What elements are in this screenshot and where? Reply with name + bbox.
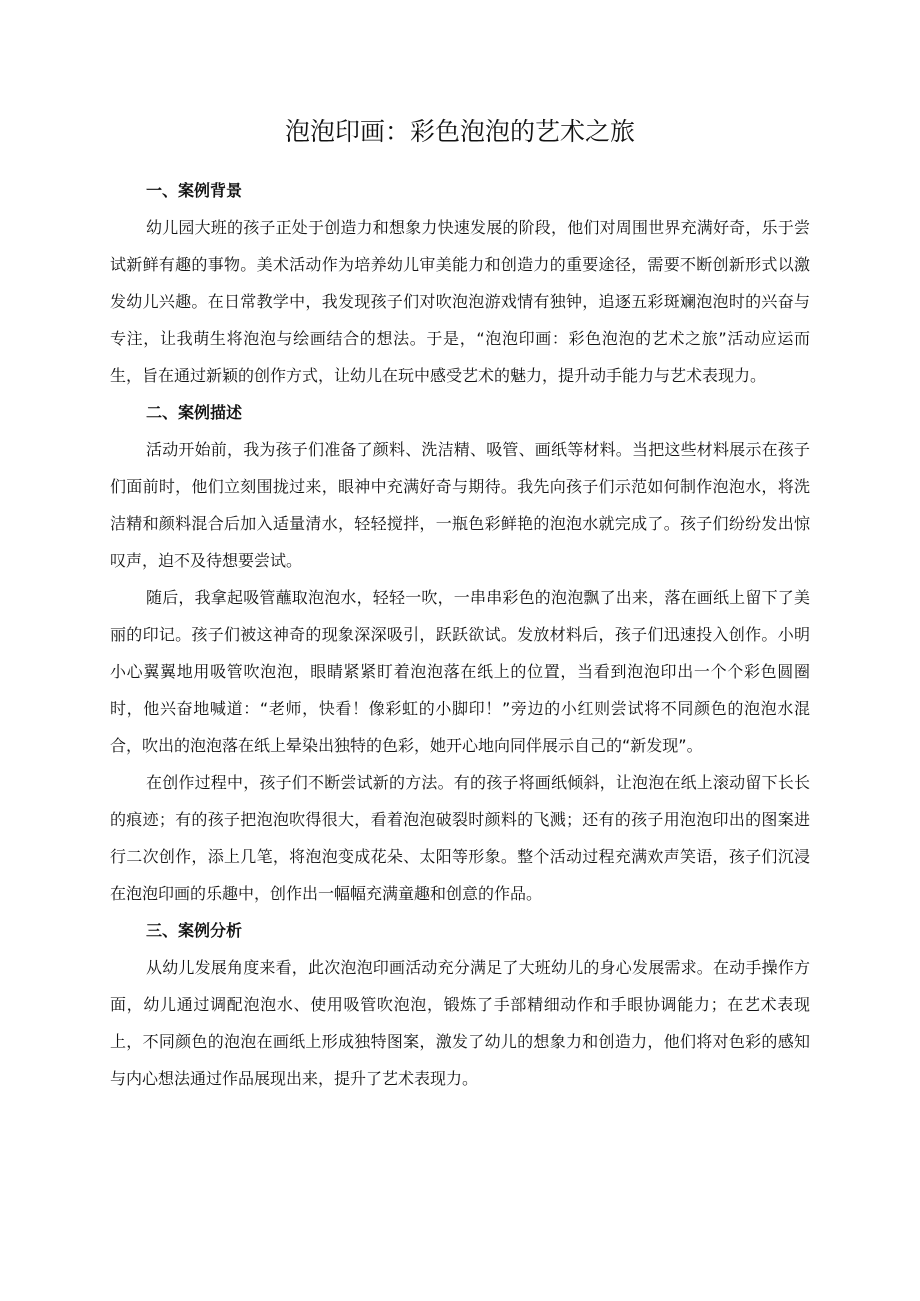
paragraph: 随后，我拿起吸管蘸取泡泡水，轻轻一吹，一串串彩色的泡泡飘了出来，落在画纸上留下了美丽的印记。孩子们被这神奇的现象深深吸引，跃跃欲试。发放材料后，孩子们迅速投入创作。小明小心翼翼地用吸管吹泡泡，眼睛紧紧盯着泡泡落在纸上的位置，当看到泡泡印出一个个彩色圆圈时，他兴奋地喊道：“老师，快看！像彩虹的小脚印！”旁边的小红则尝试将不同颜色的泡泡水混合，吹出的泡泡落在纸上晕染出独特的色彩，她开心地向同伴展示自己的“新发现”。	[110, 588, 810, 755]
section-heading-analysis: 三、案例分析	[146, 921, 243, 940]
section-heading-description: 二、案例描述	[146, 403, 243, 422]
section-heading-background: 一、案例背景	[146, 181, 243, 200]
paragraph: 活动开始前，我为孩子们准备了颜料、洗洁精、吸管、画纸等材料。当把这些材料展示在孩子们面前时，他们立刻围拢过来，眼神中充满好奇与期待。我先向孩子们示范如何制作泡泡水，将洗洁精和颜料混合后加入适量清水，轻轻搅拌，一瓶色彩鲜艳的泡泡水就完成了。孩子们纷纷发出惊叹声，迫不及待想要尝试。	[110, 440, 810, 570]
paragraph: 从幼儿发展角度来看，此次泡泡印画活动充分满足了大班幼儿的身心发展需求。在动手操作方面，幼儿通过调配泡泡水、使用吸管吹泡泡，锻炼了手部精细动作和手眼协调能力；在艺术表现上，不同颜色的泡泡在画纸上形成独特图案，激发了幼儿的想象力和创造力，他们将对色彩的感知与内心想法通过作品展现出来，提升了艺术表现力。	[110, 958, 810, 1088]
document-body	[110, 172, 810, 1097]
paragraph: 幼儿园大班的孩子正处于创造力和想象力快速发展的阶段，他们对周围世界充满好奇，乐于尝试新鲜有趣的事物。美术活动作为培养幼儿审美能力和创造力的重要途径，需要不断创新形式以激发幼儿兴趣。在日常教学中，我发现孩子们对吹泡泡游戏情有独钟，追逐五彩斑斓泡泡时的兴奋与专注，让我萌生将泡泡与绘画结合的想法。于是，“泡泡印画：彩色泡泡的艺术之旅”活动应运而生，旨在通过新颖的创作方式，让幼儿在玩中感受艺术的魅力，提升动手能力与艺术表现力。	[110, 218, 810, 385]
page-title: 泡泡印画：彩色泡泡的艺术之旅	[284, 117, 635, 146]
paragraph: 在创作过程中，孩子们不断尝试新的方法。有的孩子将画纸倾斜，让泡泡在纸上滚动留下长长的痕迹；有的孩子把泡泡吹得很大，看着泡泡破裂时颜料的飞溅；还有的孩子用泡泡印出的图案进行二次创作，添上几笔，将泡泡变成花朵、太阳等形象。整个活动过程充满欢声笑语，孩子们沉浸在泡泡印画的乐趣中，创作出一幅幅充满童趣和创意的作品。	[110, 773, 810, 903]
